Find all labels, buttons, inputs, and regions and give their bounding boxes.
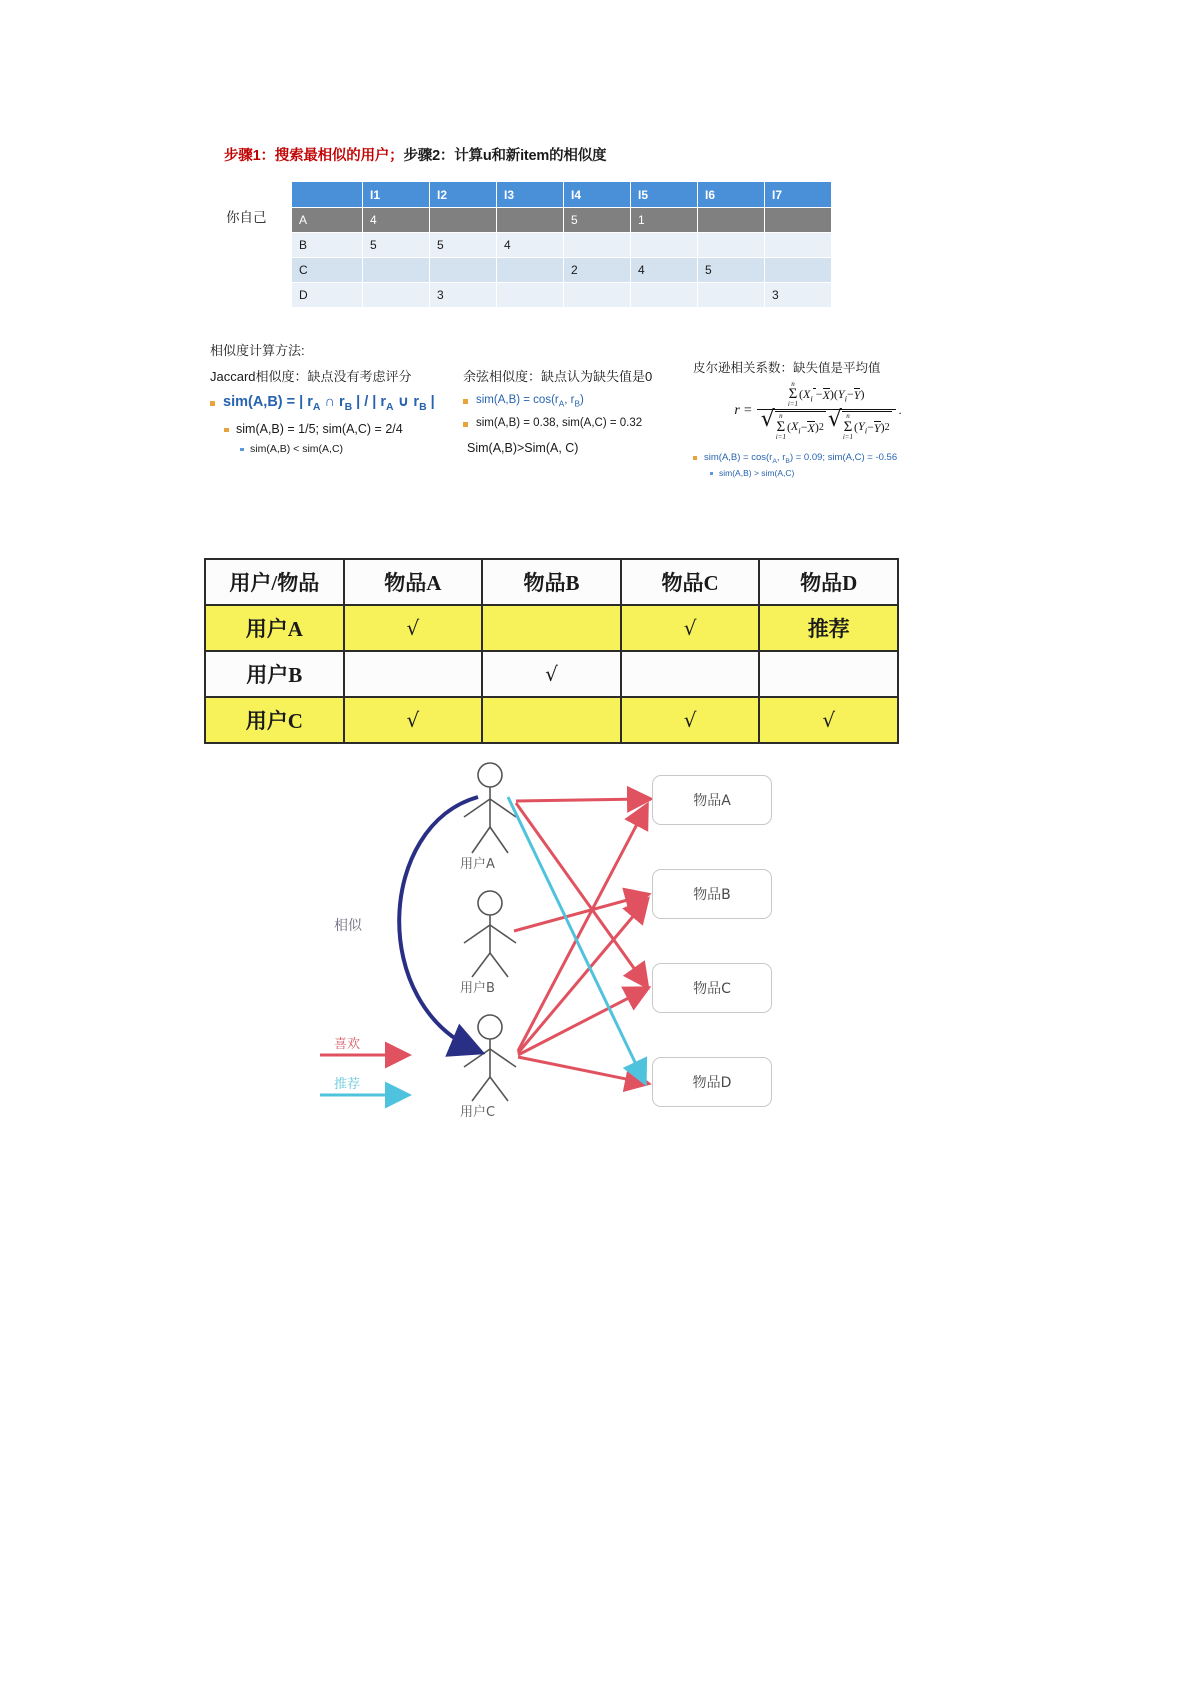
header-item-b: 物品B	[482, 559, 621, 605]
matrix-cell-a-i5: 1	[631, 208, 698, 233]
header-item-d: 物品D	[759, 559, 898, 605]
cell-userc-itemb	[482, 697, 621, 743]
matrix-cell-c-i4: 2	[564, 258, 631, 283]
matrix-col-i3: I3	[497, 182, 564, 208]
matrix-row-label-c: C	[292, 258, 363, 283]
item-box-c: 物品C	[652, 963, 772, 1013]
legend-label-recommend: 推荐	[334, 1077, 361, 1092]
matrix-cell-b-i6	[698, 233, 765, 258]
page-title	[224, 144, 606, 165]
matrix-cell-d-i5	[631, 283, 698, 308]
matrix-cell-a-i7	[765, 208, 832, 233]
matrix-cell-b-i7	[765, 233, 832, 258]
matrix-cell-c-i6: 5	[698, 258, 765, 283]
matrix-cell-b-i1: 5	[363, 233, 430, 258]
header-item-a: 物品A	[344, 559, 483, 605]
matrix-row-b	[292, 233, 832, 258]
cell-userb-itema	[344, 651, 483, 697]
cell-userc-itema: √	[344, 697, 483, 743]
table-row	[205, 605, 898, 651]
cell-userb-itemd	[759, 651, 898, 697]
pearson-equals: =	[743, 402, 752, 418]
user-label-b: 用户B	[460, 981, 495, 996]
headline-step1: 步骤1：搜索最相似的用户；	[224, 148, 404, 164]
pearson-heading: 皮尔逊相关系数：缺失值是平均值	[693, 361, 881, 375]
matrix-cell-c-i2	[430, 258, 497, 283]
sigma-icon: n Σ i=1	[787, 380, 799, 409]
user-item-header-row	[205, 559, 898, 605]
row-label-user-b: 用户B	[205, 651, 344, 697]
matrix-col-i5: I5	[631, 182, 698, 208]
collaborative-filtering-diagram	[178, 755, 938, 1140]
matrix-cell-c-i5: 4	[631, 258, 698, 283]
matrix-row-d	[292, 283, 832, 308]
user-label-a: 用户A	[460, 857, 495, 872]
matrix-cell-d-i2: 3	[430, 283, 497, 308]
jaccard-conclusion: sim(A,B) < sim(A,C)	[210, 443, 470, 455]
header-item-c: 物品C	[621, 559, 760, 605]
sqrt-icon-1: √ n Σ i=1 ( $X_i$ − X ) 2	[760, 407, 824, 441]
ratings-matrix	[291, 181, 832, 308]
cell-usera-itemb	[482, 605, 621, 651]
matrix-col-i7: I7	[765, 182, 832, 208]
stick-figure-user-c	[464, 1015, 516, 1101]
matrix-row-label-a: A	[292, 208, 363, 233]
cosine-formula: $sim(A,B) = \cos(r_A$, $r_B$)	[463, 394, 688, 408]
slide-ratings-matrix	[148, 118, 948, 513]
matrix-cell-a-i1: 4	[363, 208, 430, 233]
user-item-table-wrap	[204, 558, 899, 744]
matrix-col-i2: I2	[430, 182, 497, 208]
cosine-conclusion: Sim(A,B)>Sim(A, C)	[467, 441, 579, 456]
cosine-heading: 余弦相似度：缺点认为缺失值是0	[463, 369, 653, 384]
matrix-col-i1: I1	[363, 182, 430, 208]
matrix-cell-c-i7	[765, 258, 832, 283]
jaccard-values: sim(A,B) = 1/5; sim(A,C) = 2/4	[210, 422, 470, 436]
matrix-cell-a-i3	[497, 208, 564, 233]
similar-label: 相似	[334, 918, 362, 934]
headline-step2: 步骤2：计算u和新item的相似度	[403, 148, 607, 164]
pearson-fraction	[757, 380, 896, 442]
cosine-values: sim(A,B) = 0.38, sim(A,C) = 0.32	[463, 417, 688, 429]
table-row	[205, 697, 898, 743]
user-item-table	[204, 558, 899, 744]
matrix-cell-b-i2: 5	[430, 233, 497, 258]
matrix-cell-d-i1	[363, 283, 430, 308]
matrix-cell-a-i6	[698, 208, 765, 233]
matrix-row-a	[292, 208, 832, 233]
cell-userc-itemc: √	[621, 697, 760, 743]
pearson-r-symbol: r	[734, 402, 740, 418]
item-box-a: 物品A	[652, 775, 772, 825]
cell-usera-itemc: √	[621, 605, 760, 651]
cell-userb-itemb: √	[482, 651, 621, 697]
pearson-denominator	[757, 407, 896, 441]
pearson-numerator: n Σ i=1 ( $X_i$ − X )( $Y_i$ − Y )	[787, 380, 865, 409]
pearson-conclusion: sim(A,B) > sim(A,C)	[693, 468, 943, 478]
like-edges	[514, 799, 648, 1083]
pearson-values: $sim(A,B) = \cos(r_A$, $r_B) = 0.09$; sim(A,C) = -0.56	[693, 452, 943, 465]
matrix-cell-c-i1	[363, 258, 430, 283]
matrix-cell-d-i7: 3	[765, 283, 832, 308]
item-box-d: 物品D	[652, 1057, 772, 1107]
jaccard-column	[210, 366, 470, 455]
matrix-cell-d-i6	[698, 283, 765, 308]
matrix-cell-b-i4	[564, 233, 631, 258]
table-row	[205, 651, 898, 697]
cell-usera-itemd-recommend: 推荐	[759, 605, 898, 651]
header-user-item: 用户/物品	[205, 559, 344, 605]
jaccard-formula: sim(A,B) = | $r_A$ ∩ $r_B$ | / | $r_A$ ∪ $r_B$ |	[210, 394, 470, 413]
matrix-corner-cell	[292, 182, 363, 208]
matrix-header-row	[292, 182, 832, 208]
row-label-user-c: 用户C	[205, 697, 344, 743]
matrix-cell-d-i3	[497, 283, 564, 308]
matrix-cell-a-i4: 5	[564, 208, 631, 233]
legend-label-like: 喜欢	[334, 1037, 361, 1052]
matrix-row-label-b: B	[292, 233, 363, 258]
matrix-row-label-d: D	[292, 283, 363, 308]
cosine-column	[463, 366, 688, 455]
you-label: 你自己	[226, 210, 267, 225]
similarity-section-title: 相似度计算方法:	[210, 343, 305, 358]
matrix-cell-b-i5	[631, 233, 698, 258]
similarity-arc	[399, 797, 478, 1051]
row-label-user-a: 用户A	[205, 605, 344, 651]
user-label-c: 用户C	[460, 1105, 496, 1120]
pearson-formula	[693, 380, 943, 442]
pearson-period: .	[898, 403, 902, 418]
matrix-cell-b-i3: 4	[497, 233, 564, 258]
cell-userc-itemd: √	[759, 697, 898, 743]
stick-figure-user-b	[464, 891, 516, 977]
matrix-cell-a-i2	[430, 208, 497, 233]
matrix-cell-d-i4	[564, 283, 631, 308]
matrix-col-i6: I6	[698, 182, 765, 208]
matrix-col-i4: I4	[564, 182, 631, 208]
matrix-row-c	[292, 258, 832, 283]
matrix-cell-c-i3	[497, 258, 564, 283]
cell-userb-itemc	[621, 651, 760, 697]
pearson-column	[693, 358, 943, 478]
jaccard-heading: Jaccard相似度：缺点没有考虑评分	[210, 369, 412, 384]
sqrt-icon-2: √ n Σ i=1 ( $Y_i$ − Y ) 2	[827, 407, 890, 441]
stick-figure-user-a	[464, 763, 516, 853]
cell-usera-itema: √	[344, 605, 483, 651]
item-box-b: 物品B	[652, 869, 772, 919]
diagram-canvas	[178, 755, 938, 1140]
